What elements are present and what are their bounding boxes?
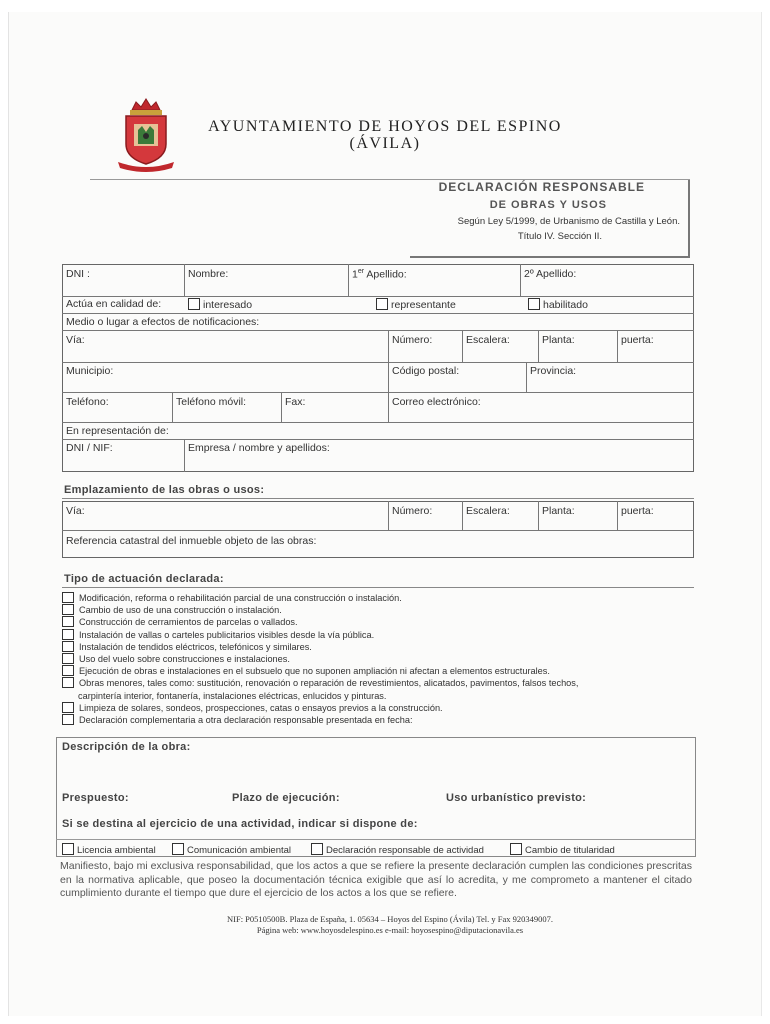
- loc-planta-label: Planta:: [542, 505, 575, 517]
- divider: [617, 330, 618, 362]
- licencia-checkbox[interactable]: [62, 843, 74, 855]
- divider: [62, 330, 694, 331]
- loc-escalera-label: Escalera:: [466, 505, 510, 517]
- actuacion-checkbox[interactable]: [62, 629, 74, 640]
- habilitado-checkbox[interactable]: [528, 298, 540, 310]
- escalera-label: Escalera:: [466, 334, 510, 346]
- divider: [526, 362, 527, 392]
- location-rule: [62, 498, 694, 499]
- comunicacion-checkbox[interactable]: [172, 843, 184, 855]
- dni-label: DNI :: [66, 268, 90, 280]
- divider: [538, 330, 539, 362]
- telefono-label: Teléfono:: [66, 396, 109, 408]
- actuacion-checkbox[interactable]: [62, 653, 74, 664]
- actuacion-item[interactable]: [62, 677, 702, 689]
- actuacion-item[interactable]: [62, 604, 702, 616]
- divider: [62, 296, 694, 297]
- nombre-label: Nombre:: [188, 268, 229, 280]
- actuacion-checkbox[interactable]: [62, 677, 74, 688]
- actuacion-checkbox[interactable]: [62, 616, 74, 627]
- plazo-label: Plazo de ejecución:: [232, 792, 340, 804]
- declaration-law: Según Ley 5/1999, de Urbanismo de Castilla y León.: [457, 216, 680, 227]
- actuacion-title: Tipo de actuación declarada:: [64, 573, 224, 585]
- divider: [388, 330, 389, 422]
- declaration-subtitle: DE OBRAS Y USOS: [489, 199, 607, 211]
- apellido1-prefix: 1: [352, 268, 358, 281]
- actuacion-rule: [62, 587, 694, 588]
- actuacion-label: Instalación de vallas o carteles publicitarios visibles desde la vía pública.: [79, 629, 375, 640]
- divider: [184, 439, 185, 472]
- actua-label: Actúa en calidad de:: [66, 298, 162, 310]
- fax-label: Fax:: [285, 396, 306, 408]
- council-title: [150, 118, 620, 152]
- divider: [281, 392, 282, 422]
- divider: [62, 392, 694, 393]
- actuacion-checkbox[interactable]: [62, 665, 74, 676]
- divider: [184, 264, 185, 296]
- comunicacion-label: Comunicación ambiental: [187, 845, 292, 856]
- referencia-catastral-label: Referencia catastral del inmueble objeto de las obras:: [66, 535, 317, 547]
- divider: [617, 501, 618, 530]
- actuacion-label: carpintería interior, fontanería, instalaciones eléctricas, enlucidos y pinturas.: [78, 690, 387, 701]
- telefono-movil-label: Teléfono móvil:: [176, 396, 247, 408]
- actuacion-item[interactable]: [62, 665, 702, 677]
- apellido2-label: 2º Apellido:: [524, 268, 577, 280]
- actuacion-checkbox[interactable]: [62, 592, 74, 603]
- descripcion-title: Descripción de la obra:: [62, 741, 191, 753]
- council-name: AYUNTAMIENTO DE HOYOS DEL ESPINO: [208, 118, 562, 135]
- dni-nif-label: DNI / NIF:: [66, 442, 113, 454]
- divider: [520, 264, 521, 296]
- cambio-titularidad-label: Cambio de titularidad: [525, 845, 615, 856]
- apellido1-label: [352, 268, 407, 281]
- divider: [348, 264, 349, 296]
- actuacion-item[interactable]: [62, 641, 702, 653]
- declaracion-actividad-label: Declaración responsable de actividad: [326, 845, 484, 856]
- actuacion-label: Instalación de tendidos eléctricos, telefónicos y similares.: [79, 641, 312, 652]
- representante-option[interactable]: [376, 298, 456, 311]
- notificaciones-label: Medio o lugar a efectos de notificaciones:: [66, 316, 260, 328]
- divider: [62, 313, 694, 314]
- municipio-label: Municipio:: [66, 365, 114, 377]
- representacion-label: En representación de:: [66, 425, 169, 437]
- actuacion-label: Declaración complementaria a otra declaración responsable presentada en fecha:: [79, 714, 413, 725]
- divider: [62, 362, 694, 363]
- habilitado-option[interactable]: [528, 298, 588, 311]
- interesado-checkbox[interactable]: [188, 298, 200, 310]
- actuacion-label: Cambio de uso de una construcción o instalación.: [79, 605, 282, 616]
- via-label: Vía:: [66, 334, 85, 346]
- actuacion-checkbox[interactable]: [62, 604, 74, 615]
- loc-numero-label: Número:: [392, 505, 433, 517]
- comunicacion-option[interactable]: [172, 843, 291, 856]
- declaracion-actividad-option[interactable]: [311, 843, 484, 856]
- actuacion-label: Uso del vuelo sobre construcciones e instalaciones.: [79, 653, 290, 664]
- actuacion-item[interactable]: [62, 702, 702, 714]
- location-title: Emplazamiento de las obras o usos:: [64, 484, 265, 496]
- footer-contact: Página web: www.hoyosdelespino.es e-mail: hoyosespino@diputacionavila.es: [256, 925, 524, 935]
- divider: [172, 392, 173, 422]
- actuacion-label: Construcción de cerramientos de parcelas o vallados.: [79, 617, 298, 628]
- licencia-label: Licencia ambiental: [77, 845, 156, 856]
- declaration-heading: [410, 180, 690, 258]
- actuacion-checkbox[interactable]: [62, 702, 74, 713]
- interesado-label: interesado: [203, 299, 253, 311]
- actuacion-item[interactable]: [62, 592, 702, 604]
- declaration-title: DECLARACIÓN RESPONSABLE: [438, 180, 645, 194]
- actuacion-label: Modificación, reforma o rehabilitación parcial de una construcción o instalación.: [79, 593, 402, 603]
- interesado-option[interactable]: [188, 298, 252, 311]
- actuacion-label: Obras menores, tales como: sustitución, renovación o reparación de revestimientos, alicatados, pavimentos, falsos techos,: [79, 678, 579, 689]
- footer-address: NIF: P0510500B. Plaza de España, 1. 05634 – Hoyos del Espino (Ávila) Tel. y Fax 920349007.: [227, 914, 553, 924]
- actuacion-item[interactable]: [62, 616, 702, 628]
- apellido1-sup: er: [357, 268, 365, 275]
- divider: [56, 839, 696, 840]
- representante-checkbox[interactable]: [376, 298, 388, 310]
- actuacion-item[interactable]: [62, 714, 702, 726]
- actividad-label: Si se destina al ejercicio de una actividad, indicar si dispone de:: [62, 818, 418, 830]
- divider: [388, 501, 389, 530]
- provincia-label: Provincia:: [530, 365, 577, 377]
- numero-label: Número:: [392, 334, 433, 346]
- actuacion-item-continuation: [62, 690, 702, 702]
- declaracion-actividad-checkbox[interactable]: [311, 843, 323, 855]
- actuacion-item[interactable]: [62, 629, 702, 641]
- manifiesto-paragraph: Manifiesto, bajo mi exclusiva responsabilidad, que los actos a que se refiere la presente declaración cumplen las condiciones prescritas en la normativa aplicable, que poseo la documentación técnica exigible que así lo acredita, y me comprometo a mantener el citado cumplimiento durante el tiempo que dure el ejercicio de los actos a los que se refiere.: [60, 860, 692, 899]
- actuacion-label: Ejecución de obras e instalaciones en el subsuelo que no suponen ampliación ni afectan a elementos estructurales.: [79, 666, 550, 677]
- uso-label: Uso urbanístico previsto:: [446, 792, 587, 804]
- cambio-titularidad-checkbox[interactable]: [510, 843, 522, 855]
- divider: [462, 501, 463, 530]
- actuacion-checkbox[interactable]: [62, 714, 74, 725]
- empresa-label: Empresa / nombre y apellidos:: [188, 442, 330, 454]
- correo-label: Correo electrónico:: [392, 396, 481, 408]
- actuacion-list: [62, 592, 702, 726]
- habilitado-label: habilitado: [543, 299, 588, 311]
- puerta-label: puerta:: [621, 334, 654, 346]
- planta-label: Planta:: [542, 334, 575, 346]
- presupuesto-label: Prespuesto:: [62, 792, 129, 804]
- cambio-titularidad-option[interactable]: [510, 843, 615, 856]
- divider: [538, 501, 539, 530]
- representante-label: representante: [391, 299, 456, 311]
- divider: [462, 330, 463, 362]
- codigo-postal-label: Código postal:: [392, 365, 460, 377]
- declaration-section: Título IV. Sección II.: [517, 231, 602, 242]
- apellido1-suffix: Apellido:: [364, 268, 407, 281]
- divider: [62, 422, 694, 423]
- council-province: (ÁVILA): [349, 135, 421, 152]
- loc-via-label: Vía:: [66, 505, 85, 517]
- loc-puerta-label: puerta:: [621, 505, 654, 517]
- actuacion-checkbox[interactable]: [62, 641, 74, 652]
- footer: [100, 914, 680, 936]
- actuacion-label: Limpieza de solares, sondeos, prospecciones, catas o ensayos previos a la construcción.: [79, 702, 443, 713]
- licencia-option[interactable]: [62, 843, 156, 856]
- divider: [62, 530, 694, 531]
- divider: [62, 439, 694, 440]
- actuacion-item[interactable]: [62, 653, 702, 665]
